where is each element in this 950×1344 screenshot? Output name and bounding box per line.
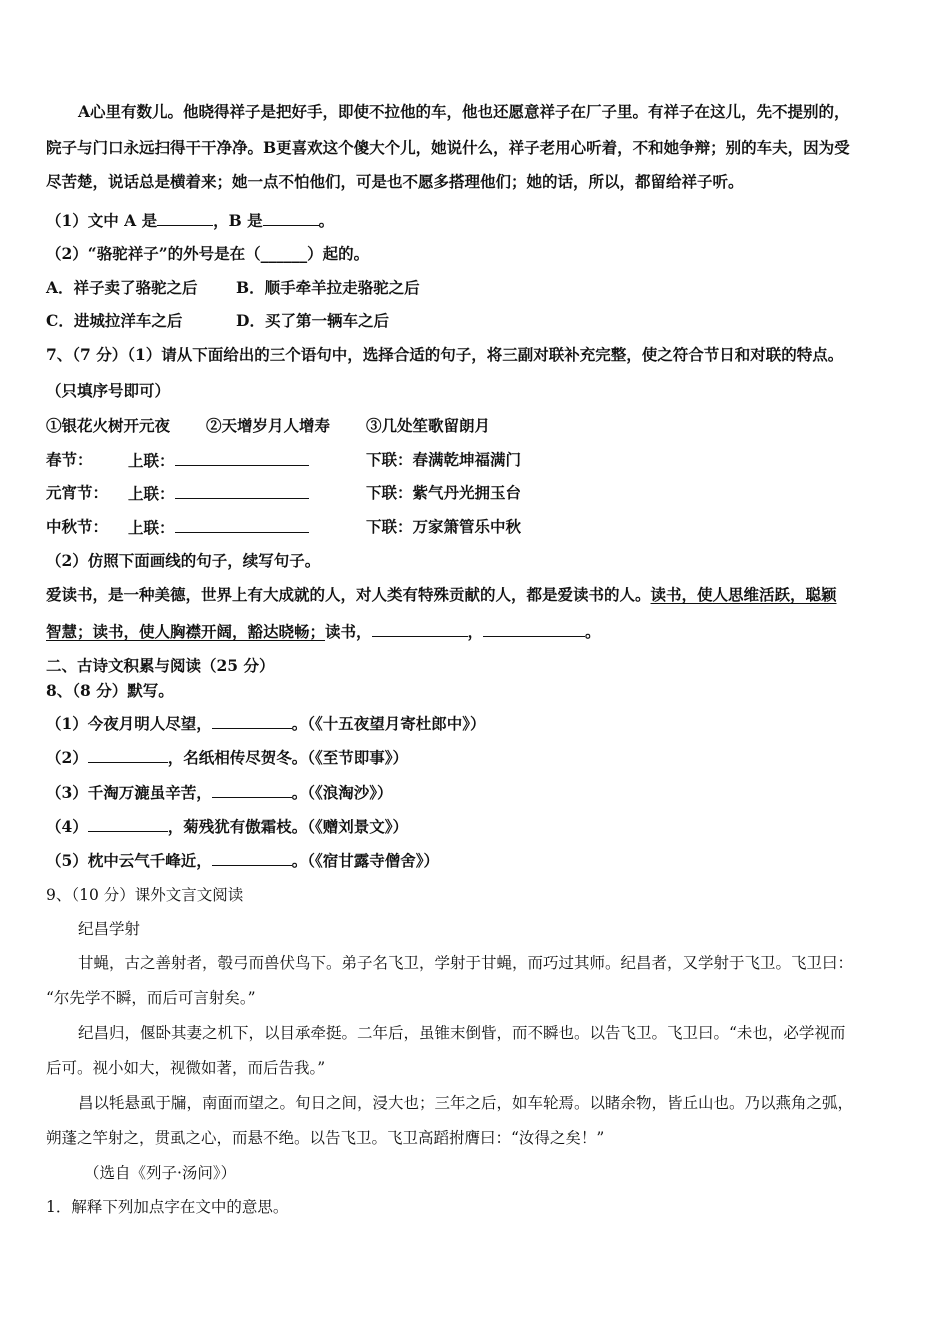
recitation-item (46, 746, 408, 769)
recitation-text: （4） (46, 817, 88, 836)
answer-blank[interactable] (175, 449, 309, 466)
q9-para-2: 纪昌归，偃卧其妻之机下，以目承牵挺。二年后，虽锥末倒眥，而不瞬也。以告飞卫。飞卫曰。“未也，必学视而 (78, 1024, 846, 1042)
answer-blank[interactable] (483, 620, 585, 637)
answer-blank[interactable] (88, 746, 168, 763)
q7-para-line-1 (46, 584, 837, 606)
answer-blank[interactable] (88, 815, 168, 832)
q7-choice-1: ①银花火树开元夜 (46, 416, 171, 435)
recitation-text: （2） (46, 748, 88, 767)
section-heading: 二、古诗文积累与阅读（25 分） (46, 656, 275, 675)
couplet-upper-label: 上联： (128, 451, 175, 470)
couplet-festival: 元宵节： (46, 483, 109, 502)
q7-note: （只填序号即可） (46, 381, 171, 400)
q6-option-d: D．买了第一辆车之后 (236, 311, 389, 330)
q9-para-3: 昌以牦悬虱于牖，南面而望之。旬日之间，浸大也；三年之后，如车轮焉。以睹余物，皆丘山也。乃以燕角之弧， (78, 1094, 854, 1112)
couplet-upper-label: 上联： (128, 484, 175, 503)
answer-blank[interactable] (157, 209, 213, 226)
recitation-item (46, 712, 486, 735)
answer-blank[interactable] (212, 712, 292, 729)
couplet-festival: 中秋节： (46, 517, 109, 536)
couplet-upper-label: 上联： (128, 518, 175, 537)
q9-stem: 9、（10 分）课外文言文阅读 (46, 886, 244, 904)
q6-option-a: A．祥子卖了骆驼之后 (46, 278, 198, 297)
passage-line-1: A心里有数儿。他晓得祥子是把好手，即使不拉他的车，他也还愿意祥子在厂子里。有祥子在这儿，先不提别的， (78, 102, 850, 121)
couplet-lower: 下联：春满乾坤福满门 (366, 450, 522, 469)
q7-choice-2: ②天增岁月人增寿 (206, 416, 331, 435)
recitation-text: 。（《宿甘露寺僧舍》） (291, 851, 440, 870)
passage-line-3: 尽苦楚，说话总是横着来；她一点不怕他们，可是也不愿多搭理他们；她的话，所以，都留给祥子听。 (46, 172, 744, 191)
q9-para-1-cont: “尔先学不瞬，而后可言射矣。” (46, 989, 256, 1007)
answer-blank[interactable] (212, 849, 292, 866)
q7-underlined-sentence: 智慧；读书，使人胸襟开阔，豁达晓畅； (46, 622, 326, 641)
q6-option-b: B．顺手牵羊拉走骆驼之后 (236, 278, 420, 297)
q9-para-2-cont: 后可。视小如大，视微如著，而后告我。” (46, 1059, 326, 1077)
recitation-text: ，名纸相传尽贺冬。（《至节即事》） (167, 748, 409, 767)
q7-para-text: ， (467, 622, 484, 641)
answer-blank[interactable] (175, 482, 309, 499)
recitation-item (46, 815, 408, 838)
q7-stem: 7、（7 分）（1）请从下面给出的三个语句中，选择合适的句子，将三副对联补充完整，使之符合节日和对联的特点。 (46, 345, 844, 364)
recitation-item (46, 849, 439, 872)
answer-blank[interactable] (372, 620, 468, 637)
q8-stem: 8、（8 分）默写。 (46, 681, 174, 700)
q7-para-text: 。 (585, 622, 601, 641)
answer-blank[interactable] (175, 516, 309, 533)
q7-para-line-2 (46, 620, 601, 643)
q9-sub1: 1．解释下列加点字在文中的意思。 (46, 1198, 289, 1216)
couplet-upper (128, 516, 309, 539)
q7-sub2: （2）仿照下面画线的句子，续写句子。 (46, 551, 321, 570)
recitation-text: 。（《浪淘沙》） (291, 783, 393, 802)
q7-choice-3: ③几处笙歌留朗月 (366, 416, 491, 435)
q9-title: 纪昌学射 (78, 920, 141, 938)
passage-line-2: 院子与门口永远扫得干干净净。B更喜欢这个傻大个儿，她说什么，祥子老用心听着，不和她争辩；别的车夫，因为受 (46, 138, 850, 157)
q7-para-text: 读书， (325, 622, 372, 641)
q9-para-1: 甘蝇，古之善射者，彀弓而兽伏鸟下。弟子名飞卫，学射于甘蝇，而巧过其师。纪昌者，又学射于飞卫。飞卫曰： (78, 954, 854, 972)
answer-blank[interactable] (212, 781, 292, 798)
q6-sub1-text-a: （1）文中 A 是 (46, 211, 158, 230)
q6-sub2: （2）“骆驼祥子”的外号是在（______）起的。 (46, 244, 370, 263)
q6-option-c: C．进城拉洋车之后 (46, 311, 183, 330)
recitation-text: ，菊残犹有傲霜枝。（《赠刘景文》） (167, 817, 409, 836)
q7-para-text: 爱读书，是一种美德，世界上有大成就的人，对人类有特殊贡献的人，都是爱读书的人。 (46, 585, 651, 604)
couplet-lower: 下联：紫气丹光拥玉台 (366, 483, 522, 502)
q6-sub1-text-b: ，B 是 (213, 211, 263, 230)
recitation-item (46, 781, 393, 804)
recitation-text: （5）枕中云气千峰近， (46, 851, 212, 870)
q7-underlined-sentence: 读书，使人思维活跃，聪颖 (650, 585, 837, 604)
q6-sub1 (46, 209, 334, 232)
recitation-text: 。（《十五夜望月寄杜郎中》） (291, 714, 486, 733)
q6-sub1-text-c: 。 (318, 211, 335, 230)
q9-para-3-cont: 朔蓬之竿射之，贯虱之心，而悬不绝。以告飞卫。飞卫高蹈拊膺曰：“汝得之矣！” (46, 1129, 605, 1147)
couplet-upper (128, 449, 309, 472)
couplet-upper (128, 482, 309, 505)
recitation-text: （1）今夜月明人尽望， (46, 714, 212, 733)
recitation-text: （3）千淘万漉虽辛苦， (46, 783, 212, 802)
couplet-lower: 下联：万家箫管乐中秋 (366, 517, 522, 536)
answer-blank[interactable] (263, 209, 319, 226)
couplet-festival: 春节： (46, 450, 93, 469)
q9-source: （选自《列子·汤问》） (84, 1164, 237, 1182)
